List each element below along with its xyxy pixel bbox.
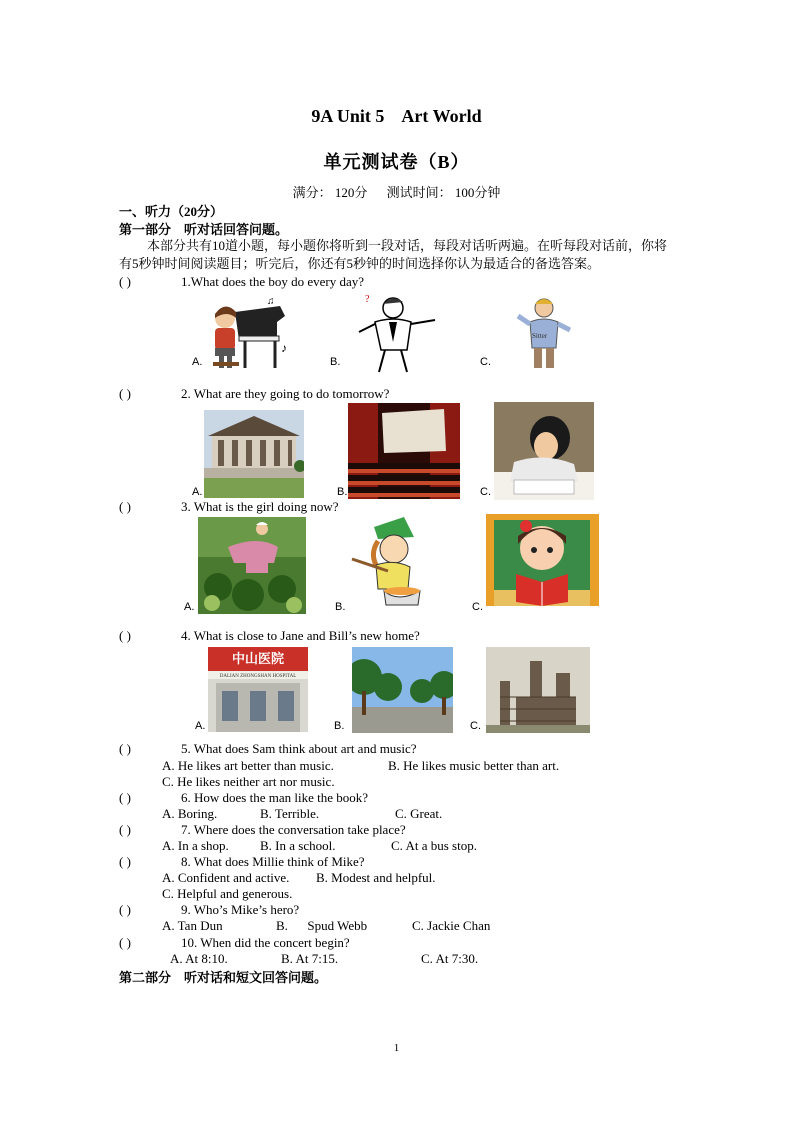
question-3 [119,499,339,515]
tshirt-text: Sitter [532,332,548,340]
answer-blank[interactable]: ( ) [119,822,131,837]
boy-tshirt-image[interactable] [510,294,578,372]
full-score: 满分： 120分 [292,185,368,200]
exam-meta [0,182,793,201]
option-c[interactable]: C. At 7:30. [421,951,479,966]
option-b[interactable]: B. In a school. [260,838,336,853]
option-label-b: B. [334,720,345,732]
option-a[interactable]: A. Tan Dun [162,918,223,933]
question-text: 3. What is the girl doing now? [181,499,339,514]
option-label-b: B. [330,356,341,368]
hospital-sign-en: DALIAN ZHONGSHAN HOSPITAL [219,674,297,679]
answer-blank[interactable]: ( ) [119,386,131,401]
option-c[interactable]: C. Helpful and generous. [162,886,293,901]
option-label-c: C. [470,720,481,732]
part2-heading: 第二部分 听对话和短文回答问题。 [119,970,328,985]
question-text: 4. What is close to Jane and Bill’s new home? [181,628,420,643]
factory-image[interactable] [486,647,590,733]
instructions: 本部分共有10道小题，每小题你将听到一段对话，每段对话听两遍。在听每段对话前，你将有5秒钟时间阅读题目；听完后，你还有5秒钟的时间选择你认为最适合的备选答案。 [119,238,668,271]
question-8 [119,854,365,870]
option-label-a: A. [195,720,206,732]
option-b[interactable]: B. He likes music better than art. [388,758,560,773]
option-label-c: C. [480,486,491,498]
svg-text:♪: ♪ [281,341,287,355]
option-a[interactable]: A. Boring. [162,806,218,821]
question-6 [119,790,368,806]
option-c[interactable]: C. Great. [395,806,443,821]
question-1 [119,274,364,290]
option-b[interactable]: B. Modest and helpful. [316,870,436,885]
option-label-c: C. [472,601,483,613]
option-b[interactable]: B. Terrible. [260,806,320,821]
cooking-image[interactable] [348,513,430,610]
question-4 [119,628,420,644]
answer-blank[interactable]: ( ) [119,499,131,514]
question-text: 7. Where does the conversation take place? [181,822,406,837]
question-text: 2. What are they going to do tomorrow? [181,386,390,401]
page-subtitle: 单元测试卷（B） [323,152,470,172]
svg-text:♫: ♫ [267,296,275,307]
option-a[interactable]: A. Confident and active. [162,870,290,885]
singer-image[interactable] [345,292,450,374]
reading-image[interactable] [486,514,599,606]
cinema-image[interactable] [348,403,460,499]
question-text: 9. Who’s Mike’s hero? [181,902,300,917]
question-7 [119,822,406,838]
answer-blank[interactable]: ( ) [119,935,131,950]
option-c[interactable]: C. At a bus stop. [391,838,477,853]
park-image[interactable] [352,647,453,733]
svg-text:?: ? [365,294,370,305]
option-a[interactable]: A. At 8:10. [170,951,228,966]
option-label-b: B. [335,601,346,613]
exam-time: 测试时间： 100分钟 [386,185,501,200]
gardening-image[interactable] [198,517,306,614]
answer-blank[interactable]: ( ) [119,902,131,917]
option-label-c: C. [480,356,491,368]
option-a[interactable]: A. He likes art better than music. [162,758,334,773]
question-text: 1.What does the boy do every day? [181,274,365,289]
girl-writing-image[interactable] [494,402,594,500]
question-2 [119,386,389,402]
question-text: 8. What does Millie think of Mike? [181,854,365,869]
page-title: 9A Unit 5 Art World [311,106,482,126]
hospital-image[interactable] [208,647,308,732]
question-text: 6. How does the man like the book? [181,790,369,805]
answer-blank[interactable]: ( ) [119,854,131,869]
piano-player-image[interactable] [205,292,290,374]
option-a[interactable]: A. In a shop. [162,838,229,853]
option-label-a: A. [184,601,195,613]
question-10 [119,935,350,951]
answer-blank[interactable]: ( ) [119,790,131,805]
option-label-b: B. [337,486,348,498]
option-b[interactable]: B. Spud Webb [276,918,368,933]
answer-blank[interactable]: ( ) [119,274,131,289]
question-5 [119,741,417,757]
option-c[interactable]: C. Jackie Chan [412,918,491,933]
option-label-a: A. [192,356,203,368]
answer-blank[interactable]: ( ) [119,628,131,643]
page-number: 1 [393,1042,400,1054]
question-9 [119,902,299,918]
question-text: 10. When did the concert begin? [181,935,350,950]
section-heading-listening: 一、听力（20分） [119,204,224,219]
option-b[interactable]: B. At 7:15. [281,951,339,966]
question-text: 5. What does Sam think about art and music? [181,741,417,756]
museum-image[interactable] [204,410,304,498]
part1-heading: 第一部分 听对话回答问题。 [119,222,289,237]
option-c[interactable]: C. He likes neither art nor music. [162,774,335,789]
option-label-a: A. [192,486,203,498]
hospital-sign-cn: 中山医院 [231,651,285,666]
answer-blank[interactable]: ( ) [119,741,131,756]
